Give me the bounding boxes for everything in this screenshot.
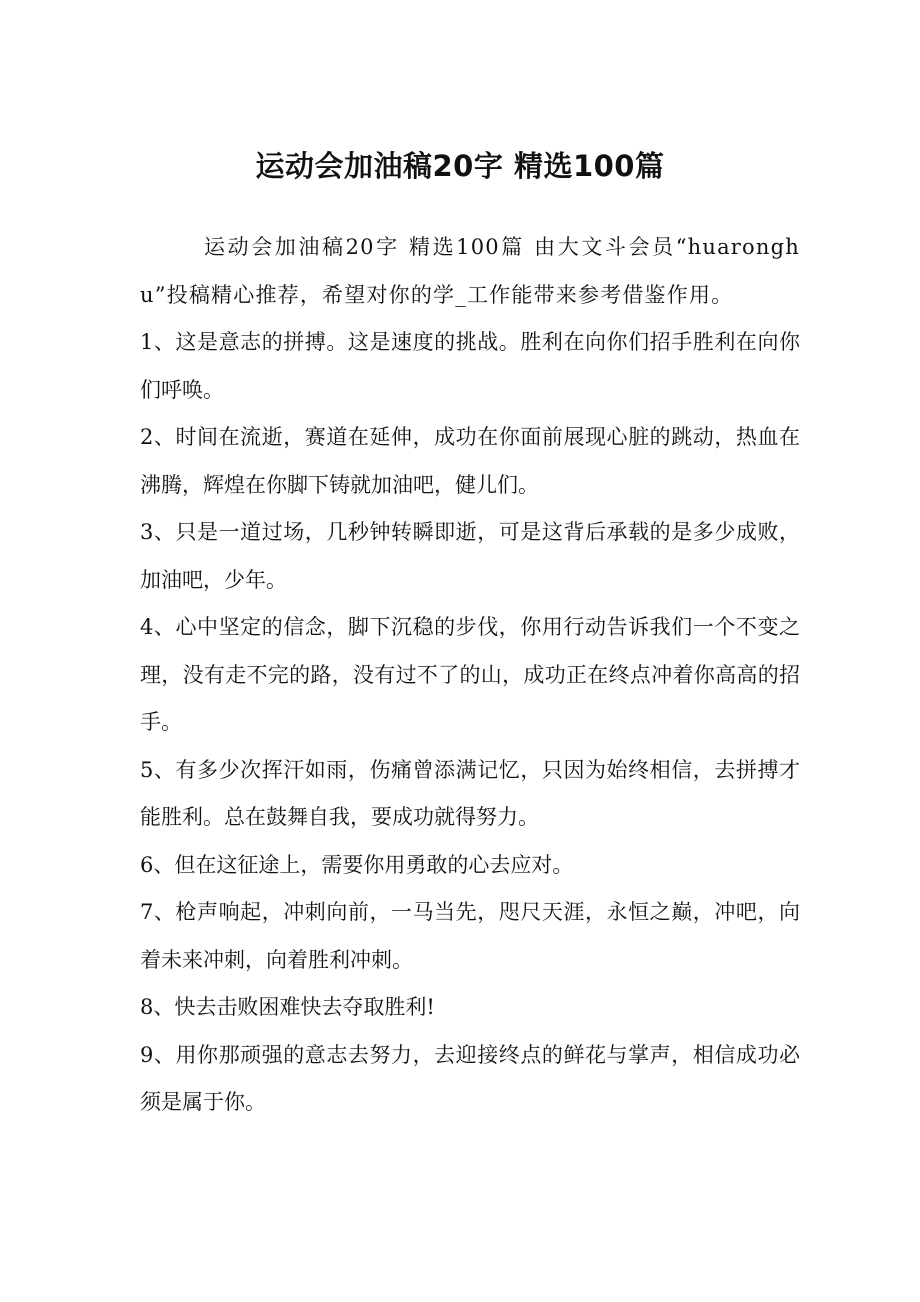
list-item-8: 8、快去击败困难快去夺取胜利! [140, 995, 435, 1019]
list-item-4: 4、心中坚定的信念，脚下沉稳的步伐，你用行动告诉我们一个不变之理，没有走不完的路，没有过不了的山，成功正在终点冲着你高高的招手。 [140, 615, 800, 734]
list-item-3: 3、只是一道过场，几秒钟转瞬即逝，可是这背后承载的是多少成败，加油吧，少年。 [140, 520, 800, 592]
document-body [140, 224, 800, 1127]
list-item-1: 1、这是意志的拼搏。这是速度的挑战。胜利在向你们招手胜利在向你们呼唤。 [140, 330, 800, 402]
intro-paragraph: 运动会加油稿20字 精选100篇 由大文斗会员“huaronghu”投稿精心推荐，希望对你的学_工作能带来参考借鉴作用。 [140, 235, 800, 307]
list-item-6: 6、但在这征途上，需要你用勇敢的心去应对。 [140, 852, 574, 877]
list-item-7: 7、枪声响起，冲刺向前，一马当先，咫尺天涯，永恒之巅，冲吧，向着未来冲刺，向着胜利冲刺。 [140, 900, 800, 972]
document-title: 运动会加油稿20字 精选100篇 [255, 149, 665, 183]
list-item-2: 2、时间在流逝，赛道在延伸，成功在你面前展现心脏的跳动，热血在沸腾，辉煌在你脚下铸就加油吧，健儿们。 [140, 425, 800, 497]
list-item-9: 9、用你那顽强的意志去努力，去迎接终点的鲜花与掌声，相信成功必须是属于你。 [140, 1042, 800, 1114]
list-item-5: 5、有多少次挥汗如雨，伤痛曾添满记忆，只因为始终相信，去拼搏才能胜利。总在鼓舞自我，要成功就得努力。 [140, 757, 800, 829]
